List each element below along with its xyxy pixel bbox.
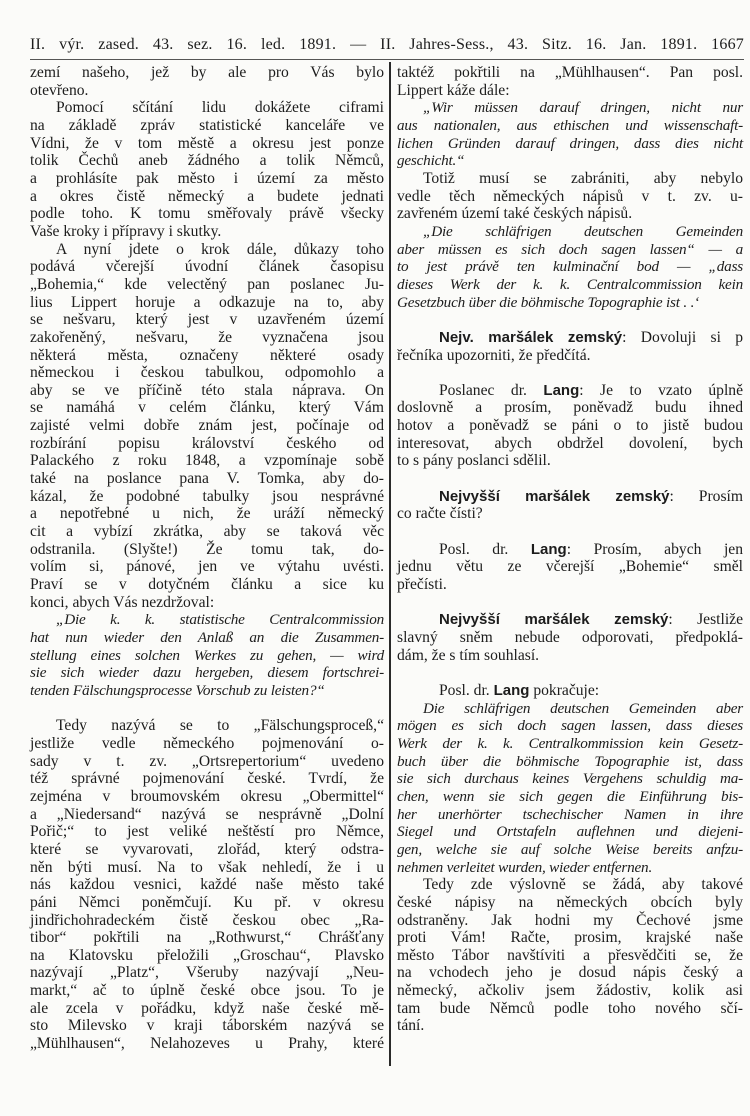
speaker-name: Nejv. maršálek zemský (439, 328, 623, 346)
speech-text: : Prosím, abych jen (566, 540, 743, 558)
speaker-line (397, 541, 743, 559)
text-line: zemí našeho, jež by ale pro Vás bylo (30, 64, 384, 81)
speech-text: : Dovoluji si p (622, 328, 744, 346)
text-line: na vchodech jeho je dosud nápis český a (397, 964, 743, 982)
speaker-name: Nejvyšší maršálek zemský (439, 487, 670, 505)
text-line: dám, že s tím souhlasí. (397, 646, 540, 664)
speaker-name: Lang (530, 540, 567, 558)
text-line: nehmen verleitet wurden, wieder entfernen. (397, 858, 653, 876)
text-line: to s pány poslanci sdělil. (397, 452, 551, 470)
text-line: nás každou vesnici, každé naše město také (30, 876, 384, 894)
text-line: dieses Werk der k. k. Centralcommission kein (397, 275, 743, 293)
speaker-line (397, 382, 743, 400)
text-line: jestliže vedle německého pojmenování o- (30, 734, 384, 752)
text-line: tam bude Němců podle toho nového sčí- (397, 999, 743, 1017)
text-line: a „Niedersand“ nazývá se nesprávně „Dolní (30, 805, 384, 823)
text-line: zajisté velmi dobře znám jest, počínaje od (30, 417, 384, 435)
text-line: Pomocí sčítání lidu dokážete ciframi (56, 99, 384, 117)
paragraph (397, 64, 743, 99)
text-line: Lippert káže dále: (397, 81, 510, 99)
left-column (30, 64, 384, 1053)
text-line: gen, welche sie auf solche Weise bereits anfzu- (397, 840, 743, 858)
text-line: lius Lippert horuje a odkazuje na to, aby (30, 293, 384, 311)
text-line: Die schläfrigen deutschen Gemeinden aber (423, 699, 743, 717)
speaker-name: Lang (493, 681, 530, 699)
text-line: nazývají „Platz“, Všeruby nazývají „Neu- (30, 964, 384, 982)
text-line: to jest právě ten kulminační bod — „dass (397, 258, 743, 276)
text-line: tibor“ pokřtili na „Rothwurst,“ Chrášťany (30, 929, 384, 947)
text-line: mögen es sich doch sagen lassen, dass dieses (397, 717, 743, 735)
speech-paragraph (397, 382, 743, 470)
text-line: tolik Čechů aneb žádného a tolik Němců, (30, 152, 384, 170)
text-line: Vaše kroky i přípravy i skutky. (30, 222, 222, 240)
speech-paragraph (397, 611, 743, 664)
speaker-line (397, 488, 743, 506)
text-line: „Die schläfrigen deutschen Gemeinden (423, 222, 743, 240)
text-line: aus nationalen, aus ethischen und wissenschaft- (397, 116, 743, 134)
speech-text: : Prosím (669, 487, 743, 505)
text-line: Vídni, že v tom městě a okresu jest ponze (30, 134, 384, 152)
text-line: jindřichohradeckém čistě českou obec „Ra- (30, 911, 384, 929)
quoted-german-paragraph (397, 223, 743, 311)
text-line: se nešvaru, který jest v uzavřeném území (30, 311, 384, 329)
text-line: město Tábor navštíviti a přesvědčiti se, že (397, 946, 743, 964)
paragraph (30, 99, 384, 240)
paragraph (30, 241, 384, 612)
text-line: markt,“ ač to úplně české obce jsou. To je (30, 982, 384, 1000)
speech-paragraph (397, 488, 743, 523)
text-line: kázal, že podobné tabulky jsou nesprávné (30, 487, 384, 505)
text-line: buch über die böhmische Topographie ist, dass (397, 752, 743, 770)
paragraph (397, 170, 743, 223)
text-line: české nápisy na německých obcích byly (397, 893, 743, 911)
text-line: „Mühlhausen“, Nelahozeves u Prahy, které (30, 1035, 384, 1053)
speaker-title: Poslanec dr. (439, 381, 544, 399)
text-line: aber müssen es sich doch sagen lassen“ — a (397, 240, 743, 258)
text-line: jednu větu ze včerejší „Bohemie“ směl (397, 558, 743, 576)
text-line: zakořeněný, nešvaru, že vyznačena jsou (30, 328, 384, 346)
text-line: páni Němci poněmčují. Ku př. v okresu (30, 893, 384, 911)
text-line: na základě zpráv statistické kanceláře ve (30, 116, 384, 134)
text-line: co račte čísti? (397, 505, 483, 523)
speech-paragraph (397, 329, 743, 364)
text-line: sady v t. zv. „Ortsrepertorium“ uvedeno (30, 752, 384, 770)
text-line: Palackého z roku 1848, a vzpomínaje sobě (30, 452, 384, 470)
text-line: slavný sněm nebude odporovati, předpoklá- (397, 629, 743, 646)
text-line: chen, wenn sie sich gegen die Einführung bis- (397, 787, 743, 805)
text-line: Tedy zde výslovně se žádá, aby takové (423, 876, 743, 894)
text-line: „Wir müssen darauf dringen, nicht nur (423, 99, 743, 117)
text-line: se namáhá v celém článku, který Vám (30, 399, 384, 417)
header-rule (30, 59, 744, 60)
text-line: hat nun wieder den Anlaß an die Zusammen- (30, 629, 384, 646)
text-line: taktéž pokřtili na „Mühlhausen“. Pan posl. (397, 64, 743, 81)
speaker-name: Lang (543, 381, 580, 399)
text-line: stellung eines solchen Werkes zu gehen, — wird (30, 646, 384, 664)
text-line: sie sich durchaus keines Vergehens schuldig ma- (397, 770, 743, 788)
speaker-line (397, 611, 743, 629)
text-line: zavřeném území také českých nápisů. (397, 205, 633, 223)
text-line: doslovně a prosím, poněvadž budu ihned (397, 399, 743, 417)
text-line: podává včerejší úvodní článek časopisu (30, 258, 384, 276)
speaker-line (397, 329, 743, 347)
text-line: Pořič;“ to jest veliké neštěstí pro Němce, (30, 823, 384, 841)
text-line: tenden Fälschungsprocesse Vorschub zu leisten?“ (30, 681, 325, 699)
speech-paragraph (397, 682, 743, 700)
text-line: německou i českou tabulkou, odpomohlo a (30, 364, 384, 382)
text-line: konci, abych Vás nezdržoval: (30, 593, 215, 611)
text-line: geschicht.“ (397, 152, 465, 170)
text-line: odstranila. (Slyšte!) Že tomu tak, do- (30, 540, 384, 558)
column-divider (389, 62, 391, 1066)
text-line: Praví se v dotyčném článku a sice ku (30, 576, 384, 594)
quoted-german-paragraph (30, 611, 384, 699)
text-line: něn býti musí. Na to však nehledí, že i u (30, 858, 384, 876)
text-line: interesovat, abych obdržel dovolení, bych (397, 434, 743, 452)
text-line: sie sich wieder dazu hergeben, diesem fortschrei- (30, 664, 384, 682)
text-line: lichen Gründen darauf dringen, dass dies nicht (397, 134, 743, 152)
speech-paragraph (397, 541, 743, 594)
text-line: volím si, pánové, jen ve výtahu uvésti. (30, 558, 384, 576)
text-line: sto Milevsko v kraji táborském nazývá se (30, 1017, 384, 1035)
text-line: které se vyvarovati, zlořád, který odstra- (30, 840, 384, 858)
right-column (397, 64, 743, 1035)
text-line: některá města, označeny některé osady (30, 346, 384, 364)
text-line: Siegel und Ortstafeln auflehnen und diejeni- (397, 823, 743, 841)
text-line: ale zcela v pořádku, když naše české mě- (30, 999, 384, 1017)
speech-text: : Jestliže (668, 611, 743, 629)
speech-text: pokračuje: (529, 681, 600, 699)
speech-text: : Je to vzato úplně (579, 381, 743, 399)
page-header: II. výr. zased. 43. sez. 16. led. 1891. — II. Jahres-Sess., 43. Sitz. 16. Jan. 1891. 1667 (30, 36, 744, 53)
paragraph (30, 717, 384, 1052)
text-line: proti Vám! Račte, prosim, krajské naše (397, 929, 743, 947)
speaker-title: Posl. dr. (439, 540, 531, 558)
text-line: podle toho. K tomu směřovaly právě všecky (30, 205, 384, 223)
text-line: „Bohemia,“ kde velectěný pan poslanec Ju- (30, 275, 384, 293)
text-line: Tedy nazývá se to „Fälschungsproceß,“ (56, 717, 384, 735)
text-line: tání. (397, 1017, 425, 1035)
text-line: Totiž musí se zabrániti, aby nebylo (423, 169, 743, 187)
speaker-title: Posl. dr. (439, 681, 494, 699)
speaker-name: Nejvyšší maršálek zemský (439, 611, 669, 629)
text-line: hotov a poněvadž se páni o to jistě budou (397, 417, 743, 435)
text-line: přečísti. (397, 576, 447, 594)
paragraph (30, 64, 384, 99)
text-line: otevřeno. (30, 81, 89, 99)
quoted-german-paragraph (397, 700, 743, 877)
text-line: též správné pojmenování české. Tvrdí, že (30, 770, 384, 788)
text-line: německý, ačkoliv jsem žádostiv, kolik asi (397, 982, 743, 1000)
quoted-german-paragraph (397, 99, 743, 170)
text-line: a okres čistě německý a budete jednati (30, 187, 384, 205)
text-line: A nyní jdete o krok dále, důkazy toho (56, 240, 384, 258)
text-line: Gesetzbuch über die böhmische Topographie ist . .‘ (397, 293, 700, 311)
text-line: na Klatovsku přeložili „Groschau“, Plavsko (30, 946, 384, 964)
text-line: her unerhörter tschechischer Namen in ihre (397, 805, 743, 823)
text-line: a nepotřebné u nich, že uráží německý (30, 505, 384, 523)
speaker-line (397, 682, 743, 700)
text-line: odstraněny. Jak hodni my Čechové jsme (397, 911, 743, 929)
text-line: a prohlásíte pak město i území za město (30, 169, 384, 187)
text-line: aby se ve příčině této stala náprava. On (30, 381, 384, 399)
text-line: vedle těch německých nápisů v t. zv. u- (397, 187, 743, 205)
text-line: cit a vybízí zkrátka, aby se taková věc (30, 523, 384, 541)
text-line: „Die k. k. statistische Centralcommission (56, 611, 384, 629)
text-line: Werk der k. k. Centralkommission kein Gesetz- (397, 734, 743, 752)
text-line: zejména v broumovském okresu „Obermittel“ (30, 787, 384, 805)
paragraph (397, 876, 743, 1035)
text-line: také na poslance pana V. Tomka, aby do- (30, 470, 384, 488)
text-line: rozbírání popisu království českého od (30, 434, 384, 452)
text-line: řečníka upozorniti, že předčítá. (397, 346, 591, 364)
